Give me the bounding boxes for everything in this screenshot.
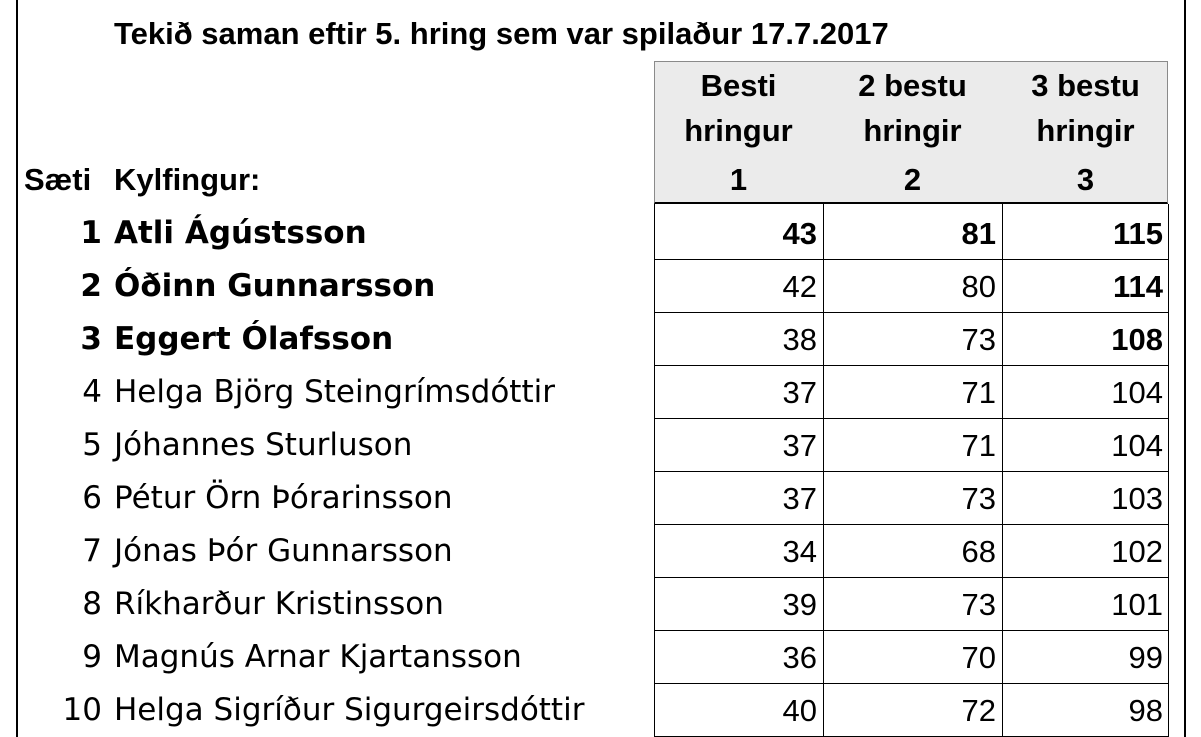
score-cell-best3: 114 <box>1002 260 1169 313</box>
score-cell-best1: 34 <box>654 525 823 578</box>
player-name-cell: Óðinn Gunnarsson <box>114 268 436 304</box>
score-cell-best1: 36 <box>654 631 823 684</box>
table-row <box>0 578 1201 631</box>
player-name-cell: Magnús Arnar Kjartansson <box>114 639 522 675</box>
player-name-cell: Helga Sigríður Sigurgeirsdóttir <box>114 692 585 728</box>
column-header-number: 3 <box>1076 162 1095 197</box>
score-cell-best2: 70 <box>823 631 1002 684</box>
score-cell-best3: 104 <box>1002 366 1169 419</box>
score-cell-best2: 81 <box>823 207 1002 260</box>
column-header-seat: Sæti <box>24 162 92 197</box>
table-row <box>0 366 1201 419</box>
score-cell-best2: 80 <box>823 260 1002 313</box>
score-cell-best3: 102 <box>1002 525 1169 578</box>
score-cell-best2: 71 <box>823 419 1002 472</box>
player-name-cell: Pétur Örn Þórarinsson <box>114 480 453 516</box>
score-cell-best1: 42 <box>654 260 823 313</box>
player-name-cell: Jónas Þór Gunnarsson <box>114 533 453 569</box>
score-cell-best3: 108 <box>1002 313 1169 366</box>
player-name-cell: Eggert Ólafsson <box>114 321 394 357</box>
score-cell-best2: 73 <box>823 313 1002 366</box>
rank-cell: 4 <box>82 374 102 410</box>
rank-cell: 3 <box>80 321 102 357</box>
table-row <box>0 472 1201 525</box>
table-row <box>0 525 1201 578</box>
table-row <box>0 631 1201 684</box>
score-cell-best2: 73 <box>823 472 1002 525</box>
score-cell-best3: 115 <box>1002 207 1169 260</box>
table-row <box>0 207 1201 260</box>
score-cell-best1: 38 <box>654 313 823 366</box>
player-name-cell: Atli Ágústsson <box>114 215 367 251</box>
rank-cell: 5 <box>82 427 102 463</box>
score-cell-best1: 40 <box>654 684 823 737</box>
score-cell-best1: 39 <box>654 578 823 631</box>
score-cell-best1: 37 <box>654 419 823 472</box>
rank-cell: 6 <box>82 480 102 516</box>
rank-cell: 8 <box>82 586 102 622</box>
column-header-line: 2 bestu <box>858 68 967 103</box>
score-cell-best2: 73 <box>823 578 1002 631</box>
column-header-best-2 <box>823 61 1002 204</box>
rank-cell: 9 <box>82 639 102 675</box>
score-cell-best3: 101 <box>1002 578 1169 631</box>
score-cell-best2: 71 <box>823 366 1002 419</box>
column-header-line: Besti <box>700 68 777 103</box>
column-header-number: 2 <box>903 162 922 197</box>
column-header-line: 3 bestu <box>1031 68 1140 103</box>
column-header-player: Kylfingur: <box>114 162 261 197</box>
table-row <box>0 684 1201 737</box>
rank-cell: 10 <box>62 692 102 728</box>
column-header-line: hringir <box>863 113 962 148</box>
player-name-cell: Ríkharður Kristinsson <box>114 586 444 622</box>
score-cell-best1: 43 <box>654 207 823 260</box>
score-cell-best2: 72 <box>823 684 1002 737</box>
score-cell-best2: 68 <box>823 525 1002 578</box>
score-cell-best1: 37 <box>654 366 823 419</box>
player-name-cell: Helga Björg Steingrímsdóttir <box>114 374 555 410</box>
score-cell-best3: 98 <box>1002 684 1169 737</box>
column-header-best-3 <box>1002 61 1169 204</box>
score-cell-best1: 37 <box>654 472 823 525</box>
column-header-line: hringir <box>1036 113 1135 148</box>
page-title: Tekið saman eftir 5. hring sem var spilaður 17.7.2017 <box>114 16 889 51</box>
column-header-number: 1 <box>729 162 748 197</box>
table-row <box>0 419 1201 472</box>
rank-cell: 7 <box>82 533 102 569</box>
table-row <box>0 313 1201 366</box>
rank-cell: 2 <box>80 268 102 304</box>
player-name-cell: Jóhannes Sturluson <box>114 427 413 463</box>
score-cell-best3: 99 <box>1002 631 1169 684</box>
score-cell-best3: 103 <box>1002 472 1169 525</box>
table-row <box>0 260 1201 313</box>
column-header-line: hringur <box>684 113 793 148</box>
score-cell-best3: 104 <box>1002 419 1169 472</box>
rank-cell: 1 <box>80 215 102 251</box>
column-header-best-1 <box>654 61 823 204</box>
